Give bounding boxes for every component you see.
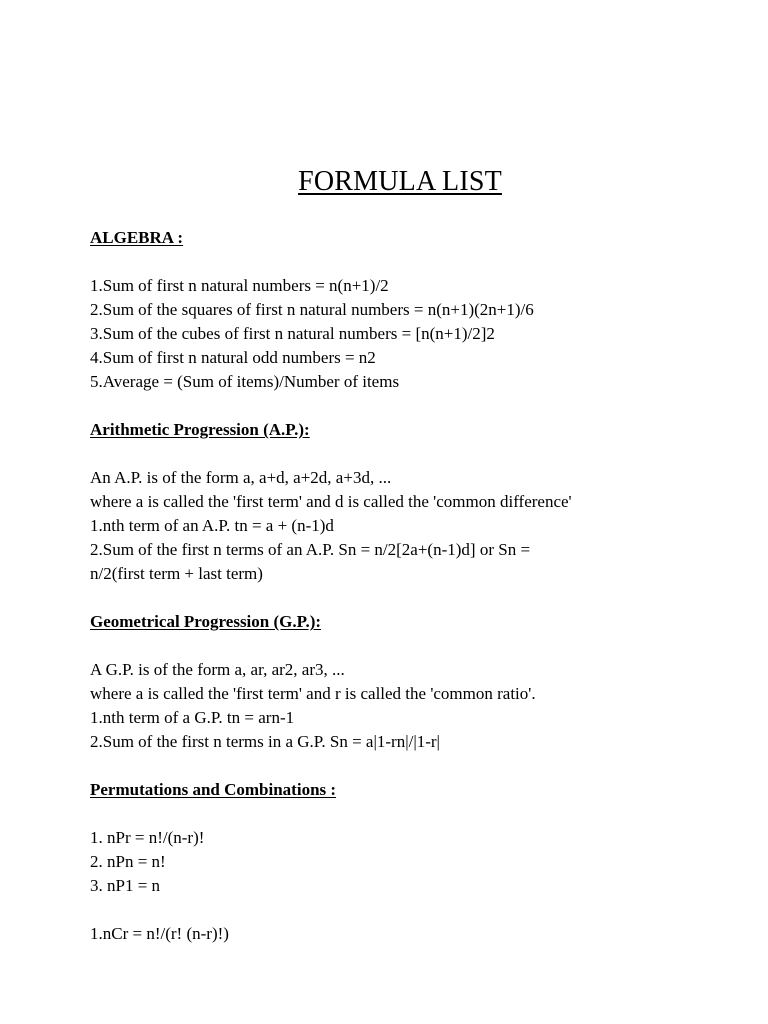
list-item: 1.nth term of an A.P. tn = a + (n-1)d <box>90 516 334 535</box>
list-item: 2.Sum of the squares of first n natural numbers = n(n+1)(2n+1)/6 <box>90 300 534 319</box>
permutations-formula-list <box>90 826 750 898</box>
list-item: where a is called the 'first term' and d is called the 'common difference' <box>90 492 572 511</box>
formula-content <box>90 226 750 946</box>
page-title: FORMULA LIST <box>298 166 502 197</box>
section-heading-ap: Arithmetic Progression (A.P.): <box>90 420 310 439</box>
list-item: 1.nCr = n!/(r! (n-r)!) <box>90 924 229 943</box>
combinations-formula-list <box>90 922 750 946</box>
list-item: 2.Sum of the first n terms in a G.P. Sn = a|1-rn|/|1-r| <box>90 732 440 751</box>
gp-formula-list <box>90 658 750 754</box>
list-item: 3. nP1 = n <box>90 876 161 895</box>
list-item: A G.P. is of the form a, ar, ar2, ar3, ... <box>90 660 345 679</box>
list-item: where a is called the 'first term' and r is called the 'common ratio'. <box>90 684 536 703</box>
list-item: 1. nPr = n!/(n-r)! <box>90 828 205 847</box>
list-item: 2.Sum of the first n terms of an A.P. Sn = n/2[2a+(n-1)d] or Sn = <box>90 540 531 559</box>
list-item: 1.Sum of first n natural numbers = n(n+1)/2 <box>90 276 389 295</box>
list-item: 4.Sum of first n natural odd numbers = n2 <box>90 348 376 367</box>
section-heading-algebra: ALGEBRA : <box>90 228 184 247</box>
algebra-formula-list <box>90 274 750 394</box>
list-item: 5.Average = (Sum of items)/Number of items <box>90 372 400 391</box>
list-item: n/2(first term + last term) <box>90 564 263 583</box>
ap-formula-list <box>90 466 750 586</box>
section-heading-gp: Geometrical Progression (G.P.): <box>90 612 322 631</box>
list-item: 2. nPn = n! <box>90 852 166 871</box>
section-heading-permutations-combinations: Permutations and Combinations : <box>90 780 337 799</box>
list-item: 3.Sum of the cubes of first n natural numbers = [n(n+1)/2]2 <box>90 324 495 343</box>
list-item: An A.P. is of the form a, a+d, a+2d, a+3d, ... <box>90 468 392 487</box>
list-item: 1.nth term of a G.P. tn = arn-1 <box>90 708 295 727</box>
